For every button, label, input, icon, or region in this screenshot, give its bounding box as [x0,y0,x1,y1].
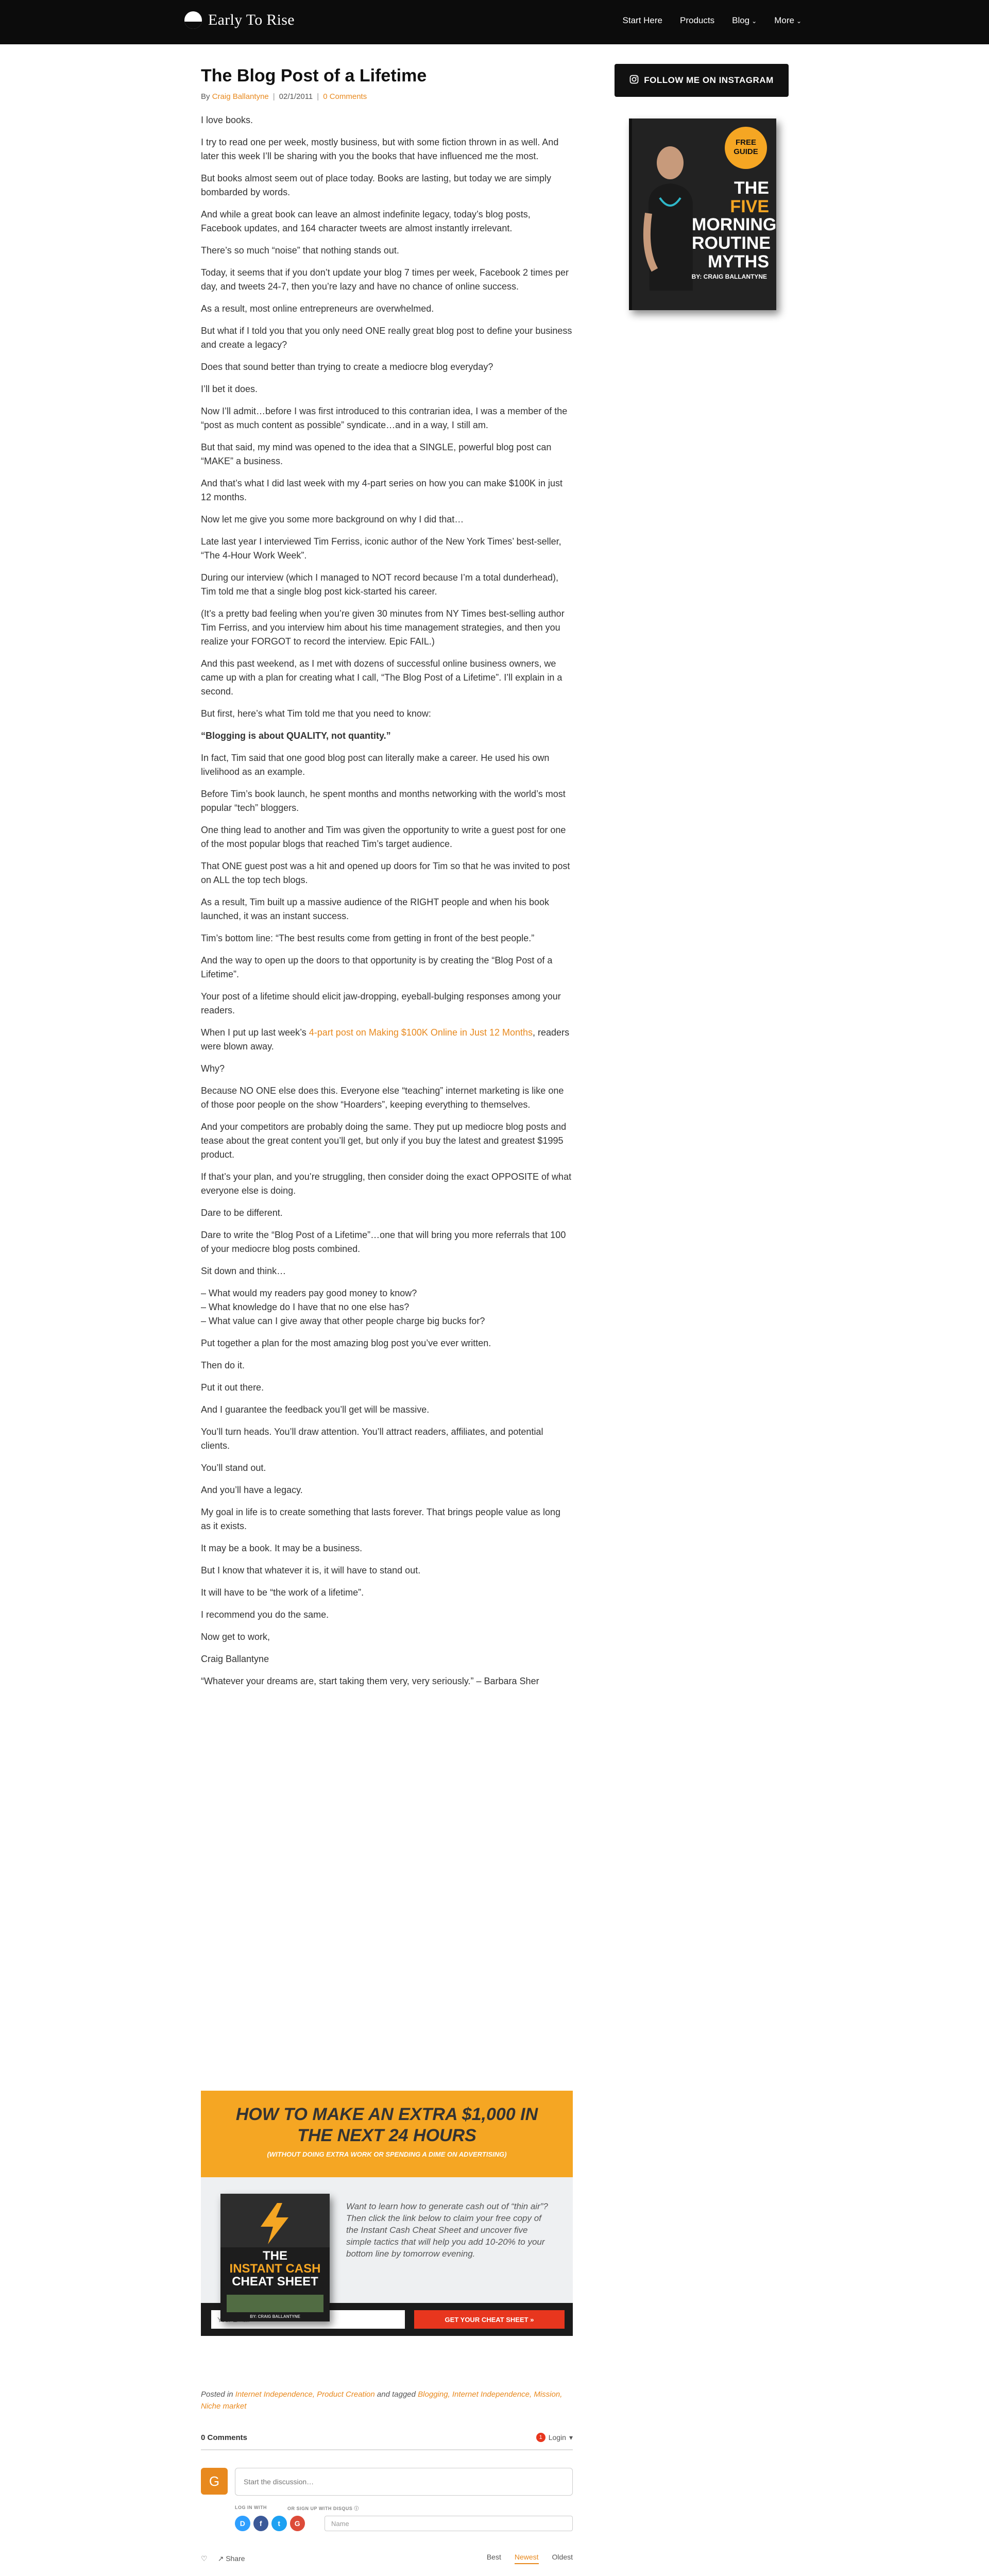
paragraph: But I know that whatever it is, it will have to stand out. [201,1565,421,1576]
optin-body [201,2177,573,2319]
paragraph: But that said, my mind was opened to the idea that a SINGLE, powerful blog post can “MAKE” a business. [201,442,552,467]
nav-products[interactable]: Products [680,15,715,25]
instant-cash-cheat-sheet-book: THE INSTANT CASH CHEAT SHEET BY: CRAIG BALLANTYNE [220,2194,330,2321]
question-list: – What would my readers pay good money to know? – What knowledge do I have that no one else has? – What value can I give away that other people charge big bucks for? [201,1288,485,1327]
chevron-down-icon: ▾ [569,2433,573,2442]
paragraph: I recommend you do the same. [201,1609,329,1620]
sidebar [615,64,790,310]
site-logo[interactable] [184,11,295,29]
paragraph: As a result, most online entrepreneurs are overwhelmed. [201,303,434,314]
paragraph: Because NO ONE else does this. Everyone else “teaching” internet marketing is like one of those poor people on the show “Hoarders”, keeping everything to themselves. [201,1086,564,1110]
signature: Craig Ballantyne [201,1654,269,1665]
paragraph: You’ll turn heads. You’ll draw attention. You’ll attract readers, affiliates, and potential clients. [201,1427,543,1451]
optin-box [201,2091,573,2336]
paragraph: I’ll bet it does. [201,384,258,395]
avatar: G [201,2468,228,2495]
disqus-login[interactable]: 1 Login ▾ [536,2433,573,2442]
sort-oldest[interactable]: Oldest [552,2553,573,2561]
paragraph: But books almost seem out of place today. Books are lasting, but today we are simply bombarded by words. [201,173,552,198]
tag-links[interactable]: Blogging, Internet Independence, Mission, Niche market [201,2390,562,2411]
paragraph: And this past weekend, as I met with dozens of successful online business owners, we came up with a plan for creating what I call, “The Blog Post of a Lifetime”. I’ll explain in a second. [201,658,562,697]
paragraph: If that’s your plan, and you’re struggling, then consider doing the exact OPPOSITE of what everyone else is doing. [201,1172,572,1196]
facebook-login-icon[interactable]: f [253,2516,269,2531]
article-body [201,113,573,1688]
instagram-icon [629,75,639,87]
paragraph: You’ll stand out. [201,1463,266,1473]
post-date: 02/1/2011 [279,92,313,101]
chevron-down-icon: ⌄ [796,18,802,25]
optin-headline: HOW TO MAKE AN EXTRA $1,000 IN THE NEXT 24 HOURS [235,2105,538,2145]
chevron-down-icon: ⌄ [752,18,757,25]
paragraph: And I guarantee the feedback you’ll get will be massive. [201,1404,430,1415]
closing-quote: “Whatever your dreams are, start taking them very, very seriously.” – Barbara Sher [201,1676,539,1687]
article [201,66,573,1697]
paragraph: Why? [201,1063,225,1074]
paragraph: Tim’s bottom line: “The best results come from getting in front of the best people.” [201,933,535,944]
twitter-login-icon[interactable]: t [271,2516,287,2531]
money-image [227,2295,323,2312]
page-title: The Blog Post of a Lifetime [201,66,427,86]
disqus-login-icon[interactable]: D [235,2516,250,2531]
paragraph: Now let me give you some more background on why I did that… [201,514,464,525]
comment-input[interactable]: Start the discussion… [235,2468,573,2496]
logo-text: Early To Rise [208,11,295,28]
comment-count: 0 Comments [201,2433,248,2442]
paragraph: Before Tim’s book launch, he spent months and months networking with the world’s most popular “tech” bloggers. [201,789,566,814]
paragraph: But what if I told you that you only need ONE really great blog post to define your business and create a legacy? [201,326,572,350]
morning-routine-myths-book[interactable] [629,118,776,310]
paragraph: Now get to work, [201,1632,270,1642]
paragraph: In fact, Tim said that one good blog post can literally make a career. He used his own livelihood as an example. [201,753,550,777]
paragraph: And that’s what I did last week with my 4-part series on how you can make $100K in just 12 months. [201,478,563,503]
paragraph: But first, here’s what Tim told me that you need to know: [201,708,431,719]
paragraph: I try to read one per week, mostly business, but with some fiction thrown in as well. And later this week I’ll be sharing with you the books that have influenced me the most. [201,137,559,162]
paragraph: Today, it seems that if you don’t update your blog 7 times per week, Facebook 2 times per day, and tweets 24-7, then you’re lazy and have no chance of online success. [201,267,569,292]
paragraph: Late last year I interviewed Tim Ferriss, iconic author of the New York Times’ best-seller, “The 4-Hour Work Week”. [201,536,561,561]
optin-description: Want to learn how to generate cash out of “thin air”? Then click the link below to claim your free copy of the Instant Cash Cheat Sheet and uncover five simple tactics that will help you add 10-20% to your bottom line by tomorrow evening. [346,2201,548,2259]
paragraph: I love books. [201,115,253,126]
google-login-icon[interactable]: G [290,2516,305,2531]
heart-icon[interactable]: ♡ [201,2554,208,2563]
share-button[interactable]: ↗ Share [217,2554,245,2563]
paragraph: Dare to be different. [201,1208,283,1218]
paragraph: My goal in life is to create something that lasts forever. That brings people value as long as it exists. [201,1507,561,1532]
post-categories: Posted in Internet Independence, Product Creation and tagged Blogging, Internet Independence, Mission, Niche market [201,2390,562,2411]
paragraph: There’s so much “noise” that nothing stands out. [201,245,399,256]
paragraph: And the way to open up the doors to that opportunity is by creating the “Blog Post of a Lifetime”. [201,955,553,980]
sort-best[interactable]: Best [486,2553,501,2561]
paragraph: Your post of a lifetime should elicit jaw-dropping, eyeball-bulging responses among your readers. [201,991,561,1016]
sunrise-logo-icon [184,11,202,29]
paragraph: That ONE guest post was a hit and opened up doors for Tim so that he was invited to post on ALL the top tech blogs. [201,861,570,886]
help-icon: ⓘ [354,2506,359,2511]
paragraph: And you’ll have a legacy. [201,1485,303,1496]
lightning-bolt-icon [257,2203,293,2244]
paragraph: One thing lead to another and Tim was given the opportunity to write a guest post for one of the most popular blogs that reached Tim’s target audience. [201,825,566,850]
paragraph: And your competitors are probably doing the same. They put up mediocre blog posts and tease about the great content you’ll get, but only if you buy the latest and greatest $1995 product. [201,1122,567,1160]
paragraph: Dare to write the “Blog Post of a Lifetime”…one that will bring you more referrals that 100 of your mediocre blog posts combined. [201,1230,566,1255]
optin-subhead: (WITHOUT DOING EXTRA WORK OR SPENDING A DIME ON ADVERTISING) [267,2150,507,2158]
paragraph: It may be a book. It may be a business. [201,1543,363,1554]
paragraph: During our interview (which I managed to NOT record because I’m a total dunderhead), Tim told me that a single blog post kick-started his career. [201,572,559,597]
author-link[interactable]: Craig Ballantyne [212,92,269,101]
paragraph: As a result, Tim built up a massive audience of the RIGHT people and when his book launched, it was an instant success. [201,897,550,922]
paragraph: Now I’ll admit…before I was first introduced to this contrarian idea, I was a member of the “post as much content as possible” syndicate…and in a way, I still am. [201,406,568,431]
book-title: THE FIVE MORNING ROUTINE MYTHS [692,178,776,272]
paragraph: Put it out there. [201,1382,264,1393]
paragraph-with-link: When I put up last week’s 4-part post on Making $100K Online in Just 12 Months, readers were blown away. [201,1027,570,1052]
paragraph: (It’s a pretty bad feeling when you’re given 30 minutes from NY Times best-selling author Tim Ferriss, and you interview him about his time management strategies, and then you realize your FORGOT to record the interview. Epic FAIL.) [201,608,565,647]
post-meta: By Craig Ballantyne | 02/1/2011 | 0 Comments [201,92,367,101]
name-field[interactable]: Name [325,2516,573,2531]
nav-blog[interactable]: Blog ⌄ [732,15,757,25]
paragraph: Sit down and think… [201,1266,286,1277]
book-author: BY: CRAIG BALLANTYNE [691,273,767,280]
main-menu [623,15,802,26]
notification-badge: 1 [536,2433,545,2442]
optin-header [201,2091,573,2177]
category-links[interactable]: Internet Independence, Product Creation [235,2390,375,2399]
comments-link[interactable]: 0 Comments [323,92,367,101]
paragraph: And while a great book can leave an almost indefinite legacy, today’s blog posts, Facebook updates, and 164 character tweets are almost instantly irrelevant. [201,209,531,234]
bold-quote: “Blogging is about QUALITY, not quantity.” [201,731,391,741]
disqus-comments: 0 Comments 1 Login ▾ G Start the discussion… LOG IN WITH OR SIGN UP WITH DISQUS ⓘ D f t G Name ♡ ↗ Share Best Newest Oldest [201,2433,573,2576]
get-cheat-sheet-button[interactable]: GET YOUR CHEAT SHEET » [414,2310,565,2329]
100k-series-link[interactable]: 4-part post on Making $100K Online in Just 12 Months [309,1027,533,1038]
top-nav [0,0,989,44]
nav-more[interactable]: More ⌄ [774,15,802,25]
free-guide-badge: FREE GUIDE [725,127,767,169]
paragraph: Does that sound better than trying to create a mediocre blog everyday? [201,362,493,372]
paragraph: Then do it. [201,1360,245,1371]
follow-instagram-button[interactable]: FOLLOW ME ON INSTAGRAM [615,64,789,97]
paragraph: Put together a plan for the most amazing blog post you’ve ever written. [201,1338,491,1349]
nav-start-here[interactable]: Start Here [622,15,663,25]
sort-newest[interactable]: Newest [515,2553,539,2564]
paragraph: It will have to be “the work of a lifetime”. [201,1587,364,1598]
